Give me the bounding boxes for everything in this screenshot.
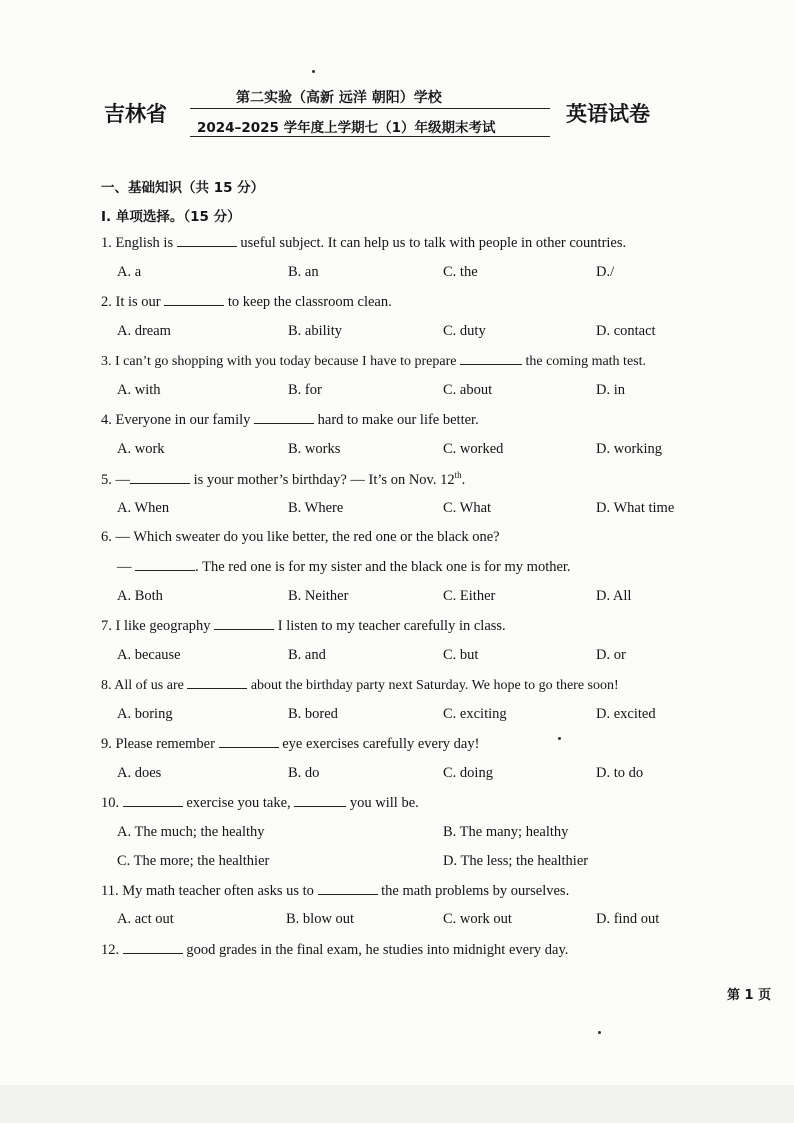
answer-blank[interactable] [177, 234, 237, 247]
options-7 [0, 647, 794, 667]
option-a[interactable]: A. a [117, 264, 142, 280]
option-a[interactable]: A. work [117, 441, 165, 457]
option-b[interactable]: B. Where [288, 500, 344, 516]
option-d[interactable]: D. contact [596, 323, 656, 339]
province-label: 吉林省 [104, 102, 167, 126]
answer-blank[interactable] [130, 471, 190, 484]
options-9 [0, 765, 794, 785]
options-11 [0, 911, 794, 931]
option-d[interactable]: D. find out [596, 911, 660, 927]
question-8: 8. All of us are about the birthday party next Saturday. We hope to go there soon! [101, 678, 619, 693]
options-3 [0, 382, 794, 402]
question-1: 1. English is useful subject. It can help us to talk with people in other countries. [101, 235, 627, 251]
question-6: 6. — Which sweater do you like better, the red one or the black one? [101, 529, 500, 545]
answer-blank[interactable] [318, 882, 378, 895]
option-a[interactable]: A. does [117, 765, 162, 781]
question-5: 5. — is your mother’s birthday? — It’s on Nov. 12th. [101, 470, 466, 488]
answer-blank[interactable] [214, 617, 274, 630]
question-2: 2. It is our to keep the classroom clean. [101, 294, 392, 310]
option-b[interactable]: B. for [288, 382, 322, 398]
option-c[interactable]: C. doing [443, 765, 493, 781]
answer-blank[interactable] [123, 794, 183, 807]
option-c[interactable]: C. worked [443, 441, 504, 457]
option-b[interactable]: B. blow out [286, 911, 355, 927]
option-a[interactable]: A. Both [117, 588, 163, 604]
option-d[interactable]: D. The less; the healthier [443, 853, 589, 869]
scan-speck [312, 70, 315, 73]
scan-speck [558, 737, 561, 740]
option-d[interactable]: D. What time [596, 500, 675, 516]
option-b[interactable]: B. Neither [288, 588, 349, 604]
option-b[interactable]: B. The many; healthy [443, 824, 569, 840]
answer-blank[interactable] [219, 735, 279, 748]
scan-speck [598, 1031, 601, 1034]
option-b[interactable]: B. ability [288, 323, 342, 339]
answer-blank[interactable] [460, 352, 522, 365]
options-4 [0, 441, 794, 461]
option-d[interactable]: D. to do [596, 765, 644, 781]
option-c[interactable]: C. The more; the healthier [117, 853, 270, 869]
option-b[interactable]: B. bored [288, 706, 338, 722]
option-a[interactable]: A. with [117, 382, 161, 398]
answer-blank[interactable] [135, 558, 195, 571]
question-12: 12. good grades in the final exam, he studies into midnight every day. [101, 942, 569, 958]
answer-blank[interactable] [294, 794, 346, 807]
options-8 [0, 706, 794, 726]
option-c[interactable]: C. Either [443, 588, 496, 604]
answer-blank[interactable] [164, 293, 224, 306]
options-5 [0, 500, 794, 520]
option-c[interactable]: C. exciting [443, 706, 507, 722]
question-9: 9. Please remember eye exercises carefully every day! [101, 736, 480, 752]
section-title: 一、基础知识（共 15 分） [101, 180, 265, 196]
options-6 [0, 588, 794, 608]
option-a[interactable]: A. boring [117, 706, 173, 722]
option-c[interactable]: C. work out [443, 911, 512, 927]
options-1 [0, 264, 794, 284]
question-3: 3. I can’t go shopping with you today because I have to prepare the coming math test. [101, 354, 646, 369]
question-10: 10. exercise you take, you will be. [101, 795, 419, 811]
option-d[interactable]: D. excited [596, 706, 656, 722]
option-d[interactable]: D. working [596, 441, 663, 457]
school-name: 第二实验（高新 远洋 朝阳）学校 [236, 90, 442, 106]
option-b[interactable]: B. an [288, 264, 319, 280]
option-a[interactable]: A. act out [117, 911, 174, 927]
options-10-row1 [0, 824, 794, 844]
option-c[interactable]: C. What [443, 500, 492, 516]
option-d[interactable]: D. in [596, 382, 625, 398]
question-4: 4. Everyone in our family hard to make our life better. [101, 412, 479, 428]
question-6-answer-line: — . The red one is for my sister and the black one is for my mother. [117, 559, 571, 575]
answer-blank[interactable] [254, 411, 314, 424]
option-d[interactable]: D./ [596, 264, 615, 280]
option-a[interactable]: A. dream [117, 323, 171, 339]
option-a[interactable]: A. When [117, 500, 170, 516]
header-rule-bottom [190, 136, 550, 137]
option-c[interactable]: C. the [443, 264, 478, 280]
question-7: 7. I like geography I listen to my teacher carefully in class. [101, 618, 506, 634]
exam-title: 2024–2025 学年度上学期七（1）年级期末考试 [197, 120, 496, 136]
subject-label: 英语试卷 [566, 102, 650, 126]
answer-blank[interactable] [123, 941, 183, 954]
option-b[interactable]: B. and [288, 647, 326, 663]
page-number: 第 1 页 [727, 988, 772, 1003]
question-11: 11. My math teacher often asks us to the math problems by ourselves. [101, 883, 570, 899]
option-d[interactable]: D. or [596, 647, 626, 663]
header-rule-top [190, 108, 550, 109]
option-c[interactable]: C. but [443, 647, 479, 663]
part-title: I. 单项选择。（15 分） [101, 209, 241, 225]
option-c[interactable]: C. duty [443, 323, 486, 339]
option-a[interactable]: A. The much; the healthy [117, 824, 265, 840]
answer-blank[interactable] [187, 676, 247, 689]
options-2 [0, 323, 794, 343]
option-a[interactable]: A. because [117, 647, 181, 663]
options-10-row2 [0, 853, 794, 873]
option-d[interactable]: D. All [596, 588, 632, 604]
option-b[interactable]: B. works [288, 441, 341, 457]
option-b[interactable]: B. do [288, 765, 320, 781]
option-c[interactable]: C. about [443, 382, 493, 398]
